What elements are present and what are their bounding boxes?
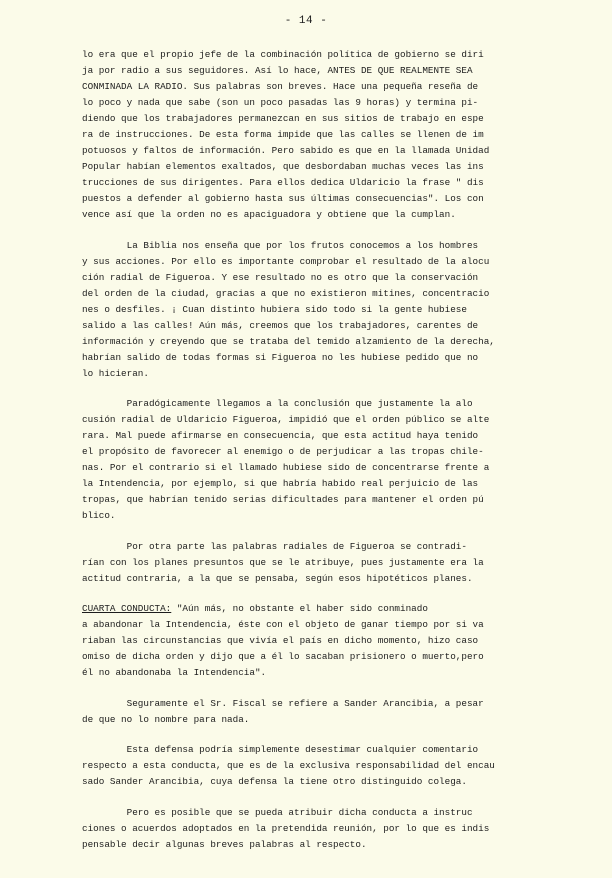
text-line: [82, 649, 520, 665]
line-text: Esta defensa podría simplemente desestimar cualquier comentario: [82, 744, 479, 755]
text-line: [82, 428, 520, 444]
text-line: [82, 492, 520, 508]
line-text: ra de instrucciones. De esta forma impide que las calles se llenen de im: [82, 129, 484, 140]
line-text: sado Sander Arancibia, cuya defensa la tiene otro distinguido colega.: [82, 776, 467, 787]
line-text: pensable decir algunas breves palabras al respecto.: [82, 838, 367, 850]
line-text: Paradógicamente llegamos a la conclusión que justamente la alo: [82, 398, 473, 409]
text-line: [82, 665, 520, 681]
text-line: [82, 191, 520, 207]
text-line: [82, 111, 520, 127]
text-line: [82, 601, 520, 617]
line-text: ción radial de Figueroa. Y ese resultado no es otro que la conservación: [82, 271, 479, 283]
line-text: habrían salido de todas formas si Figueroa no les hubiese pedido que no: [82, 351, 479, 363]
line-text: riaban las circunstancias que vivía el país en dicho momento, hizo caso: [82, 635, 479, 646]
line-text: lo hicieran.: [82, 367, 149, 379]
text-line: [82, 696, 520, 712]
line-text: a abandonar la Intendencia, éste con el objeto de ganar tiempo por si va: [82, 619, 484, 630]
text-line: [82, 508, 520, 524]
line-text: puestos a defender al gobierno hasta sus últimas consecuencias". Los con: [82, 193, 484, 204]
text-line: [82, 95, 520, 111]
paragraph: [82, 396, 520, 524]
text-line: [82, 254, 520, 270]
line-text: respecto a esta conducta, que es de la exclusiva responsabilidad del encau: [82, 760, 495, 771]
paragraph: [82, 47, 520, 223]
line-text: el propósito de favorecer al enemigo o de perjudicar a las tropas chile-: [82, 446, 484, 457]
line-text: y sus acciones. Por ello es importante comprobar el resultado de la alocu: [82, 255, 490, 267]
page-number: - 14 -: [284, 15, 328, 27]
text-line: [82, 837, 520, 853]
text-line: [82, 63, 520, 79]
text-line: [82, 207, 520, 223]
text-line: [82, 758, 520, 774]
line-text: nas. Por el contrario si el llamado hubiese sido de concentrarse frente a: [82, 462, 490, 473]
text-line: [82, 396, 520, 412]
line-text: La Biblia nos enseña que por los frutos conocemos a los hombres: [82, 239, 479, 251]
line-text: tropas, que habrían tenido serias dificultades para mantener el orden pú: [82, 494, 484, 505]
line-text: información y creyendo que se trataba del temido alzamiento de la derecha,: [82, 335, 495, 347]
text-line: [82, 286, 520, 302]
text-line: [82, 555, 520, 571]
text-line: [82, 821, 520, 837]
line-text: Por otra parte las palabras radiales de Figueroa se contradi-: [82, 540, 467, 552]
paragraph: [82, 238, 520, 382]
paragraph: [82, 539, 520, 587]
line-text: Pero es posible que se pueda atribuir dicha conducta a instruc: [82, 806, 473, 818]
line-text: ja por radio a sus seguidores. Así lo hace, ANTES DE QUE REALMENTE SEA: [82, 65, 473, 76]
line-text: CONMINADA LA RADIO. Sus palabras son breves. Hace una pequeña reseña de: [82, 81, 479, 92]
text-line: [82, 143, 520, 159]
line-text: ciones o acuerdos adoptados en la pretendida reunión, por lo que es indis: [82, 822, 490, 834]
text-line: [82, 460, 520, 476]
line-text: potuosos y faltos de información. Pero sabido es que en la llamada Unidad: [82, 145, 490, 156]
text-line: [82, 476, 520, 492]
line-text: nes o desfiles. ¡ Cuan distinto hubiera sido todo si la gente hubiese: [82, 303, 467, 315]
text-line: [82, 633, 520, 649]
line-text: rara. Mal puede afirmarse en consecuencia, que esta actitud haya tenido: [82, 430, 479, 441]
line-text: cusión radial de Uldaricio Figueroa, impidió que el orden público se alte: [82, 414, 490, 425]
text-line: [82, 238, 520, 254]
paragraph: [82, 601, 520, 681]
line-text: vence así que la orden no es apaciguadora y obtiene que la cumplan.: [82, 209, 456, 220]
paragraph: [82, 805, 520, 853]
line-text: Seguramente el Sr. Fiscal se refiere a Sander Arancibia, a pesar: [82, 697, 484, 709]
body-text: [82, 47, 520, 867]
text-line: [82, 270, 520, 286]
text-line: [82, 175, 520, 191]
text-line: [82, 444, 520, 460]
paragraph: [82, 696, 520, 728]
line-text: salido a las calles! Aún más, creemos que los trabajadores, carentes de: [82, 319, 479, 331]
text-line: [82, 366, 520, 382]
text-line: [82, 318, 520, 334]
text-line: [82, 617, 520, 633]
text-line: [82, 302, 520, 318]
text-line: [82, 805, 520, 821]
line-text: actitud contraria, a la que se pensaba, según esos hipotéticos planes.: [82, 572, 473, 584]
section-heading: CUARTA CONDUCTA:: [82, 603, 172, 614]
text-line: [82, 774, 520, 790]
text-line: [82, 412, 520, 428]
line-text: lo poco y nada que sabe (son un poco pasadas las 9 horas) y termina pi-: [82, 97, 479, 108]
line-text: omiso de dicha orden y dijo que a él lo sacaban prisionero o muerto,pero: [82, 651, 484, 662]
text-line: [82, 127, 520, 143]
paragraph: [82, 742, 520, 790]
text-line: [82, 712, 520, 728]
line-text: del orden de la ciudad, gracias a que no existieron mitines, concentracio: [82, 287, 490, 299]
text-line: [82, 47, 520, 63]
text-line: [82, 350, 520, 366]
text-line: [82, 79, 520, 95]
line-text: la Intendencia, por ejemplo, si que habría habido real perjuicio de las: [82, 478, 479, 489]
line-text: Popular habían elementos exaltados, que desbordaban muchas veces las ins: [82, 161, 484, 172]
text-line: [82, 159, 520, 175]
line-text: él no abandonaba la Intendencia".: [82, 667, 267, 678]
line-text: rían con los planes presuntos que se le atribuye, pues justamente era la: [82, 556, 484, 568]
line-text: "Aún más, no obstante el haber sido conminado: [171, 603, 428, 614]
text-line: [82, 571, 520, 587]
line-text: diendo que los trabajadores permanezcan en sus sitios de trabajo en espe: [82, 113, 484, 124]
line-text: trucciones de sus dirigentes. Para ellos dedica Uldaricio la frase " dis: [82, 177, 484, 188]
line-text: lo era que el propio jefe de la combinación política de gobierno se diri: [82, 49, 484, 60]
text-line: [82, 539, 520, 555]
text-line: [82, 334, 520, 350]
line-text: de que no lo nombre para nada.: [82, 713, 250, 725]
text-line: [82, 742, 520, 758]
line-text: blico.: [82, 510, 116, 521]
